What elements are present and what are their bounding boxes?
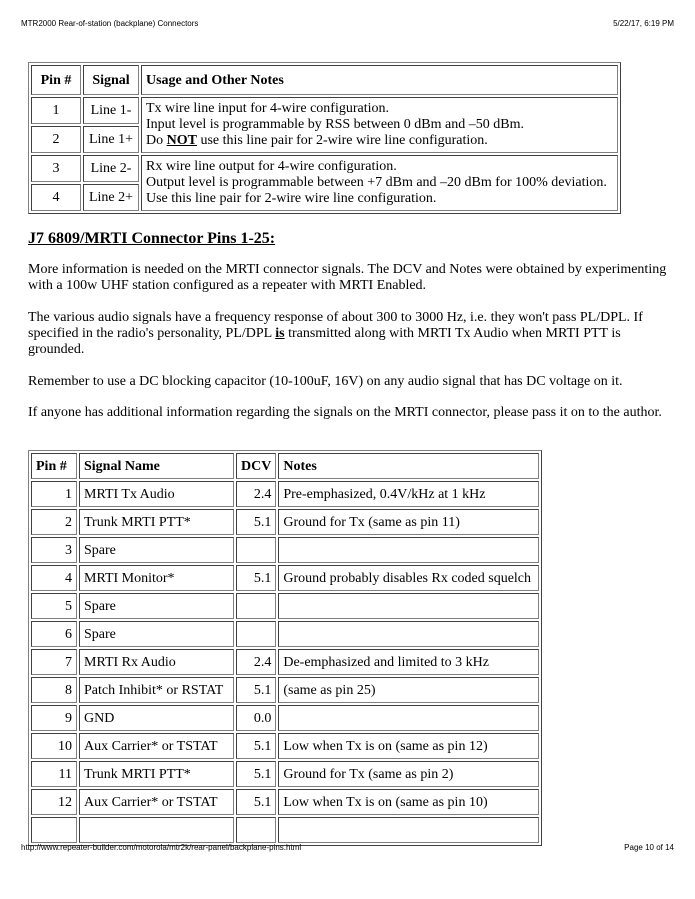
signal-name: Spare: [79, 537, 234, 563]
column-header: Signal: [83, 65, 139, 95]
line-pins-table: [28, 62, 621, 214]
paragraph-text: The various audio signals have a frequency response of about 300 to 3000 Hz, i.e. they won't pass PL/DPL. If specified in the radio's personality, PL/DPL: [28, 310, 643, 341]
notes-cell: [278, 705, 539, 731]
paragraph: Remember to use a DC blocking capacitor (10-100uF, 16V) on any audio signal that has DC voltage on it.: [28, 374, 623, 389]
dcv-value: [236, 817, 276, 843]
notes-line: Rx wire line output for 4-wire configuration.: [146, 159, 397, 174]
dcv-value: 0.0: [236, 705, 276, 731]
notes-line: use this line pair for 2-wire wire line configuration.: [196, 133, 488, 148]
signal-name: [79, 817, 234, 843]
table-row: [31, 649, 539, 675]
table-row: [31, 733, 539, 759]
table-row: [31, 155, 618, 182]
print-header-datetime: 5/22/17, 6:19 PM: [613, 19, 674, 28]
print-footer-url: http://www.repeater-builder.com/motorola/mtr2k/rear-panel/backplane-pins.html: [21, 843, 302, 852]
notes-cell: [278, 621, 539, 647]
signal-name: MRTI Monitor*: [79, 565, 234, 591]
table-row: [31, 481, 539, 507]
signal-name: Line 1+: [83, 126, 139, 153]
column-header: DCV: [236, 453, 276, 479]
signal-name: MRTI Tx Audio: [79, 481, 234, 507]
pin-number: 2: [31, 126, 81, 153]
column-header: Usage and Other Notes: [141, 65, 618, 95]
signal-name: Line 2+: [83, 184, 139, 211]
signal-name: Trunk MRTI PTT*: [79, 761, 234, 787]
pin-number: 1: [31, 97, 81, 124]
signal-name: Spare: [79, 621, 234, 647]
dcv-value: 5.1: [236, 761, 276, 787]
dcv-value: 5.1: [236, 565, 276, 591]
notes-cell: Low when Tx is on (same as pin 10): [278, 789, 539, 815]
pin-number: 4: [31, 184, 81, 211]
table-row: [31, 761, 539, 787]
paragraph-text: transmitted along with MRTI Tx Audio when MRTI PTT is grounded.: [28, 326, 621, 357]
pin-number: 3: [31, 537, 77, 563]
dcv-value: 2.4: [236, 649, 276, 675]
pin-number: 2: [31, 509, 77, 535]
signal-name: Patch Inhibit* or RSTAT: [79, 677, 234, 703]
paragraph: More information is needed on the MRTI connector signals. The DCV and Notes were obtained by experimenting with a 100w UHF station configured as a repeater with MRTI Enabled.: [28, 262, 667, 293]
dcv-value: [236, 621, 276, 647]
signal-name: GND: [79, 705, 234, 731]
table-header-row: [31, 65, 618, 95]
column-header: Pin #: [31, 65, 81, 95]
notes-line: Output level is programmable between +7 dBm and –20 dBm for 100% deviation.: [146, 175, 607, 190]
notes-emphasis: NOT: [166, 133, 197, 148]
table-row: [31, 97, 618, 124]
column-header: Notes: [278, 453, 539, 479]
signal-name: Trunk MRTI PTT*: [79, 509, 234, 535]
pin-number: 11: [31, 761, 77, 787]
pin-number: [31, 817, 77, 843]
table-row: [31, 537, 539, 563]
pin-number: 7: [31, 649, 77, 675]
table-row: [31, 565, 539, 591]
table-row: [31, 621, 539, 647]
table-row: [31, 789, 539, 815]
signal-name: Aux Carrier* or TSTAT: [79, 789, 234, 815]
pin-number: 9: [31, 705, 77, 731]
notes-cell: [278, 537, 539, 563]
dcv-value: [236, 537, 276, 563]
print-footer-page: Page 10 of 14: [624, 843, 674, 852]
mrti-pins-table: [28, 450, 542, 846]
paragraph-emphasis: is: [275, 326, 285, 341]
pin-number: 4: [31, 565, 77, 591]
notes-cell: Ground for Tx (same as pin 11): [278, 509, 539, 535]
notes-cell: De-emphasized and limited to 3 kHz: [278, 649, 539, 675]
section-heading: J7 6809/MRTI Connector Pins 1-25:: [28, 230, 276, 247]
notes-cell: [278, 817, 539, 843]
pin-number: 12: [31, 789, 77, 815]
pin-number: 5: [31, 593, 77, 619]
signal-name: Line 1-: [83, 97, 139, 124]
signal-name: MRTI Rx Audio: [79, 649, 234, 675]
notes-line: Use this line pair for 2-wire wire line configuration.: [146, 191, 437, 206]
table-row: [31, 817, 539, 843]
pin-number: 3: [31, 155, 81, 182]
notes-line: Input level is programmable by RSS between 0 dBm and –50 dBm.: [146, 117, 524, 132]
pin-number: 1: [31, 481, 77, 507]
table-row: [31, 593, 539, 619]
notes-cell: [278, 593, 539, 619]
dcv-value: 5.1: [236, 509, 276, 535]
notes-cell: (same as pin 25): [278, 677, 539, 703]
table-header-row: [31, 453, 539, 479]
pin-number: 10: [31, 733, 77, 759]
signal-name: Aux Carrier* or TSTAT: [79, 733, 234, 759]
notes-line: Tx wire line input for 4-wire configuration.: [146, 101, 389, 116]
paragraph: If anyone has additional information regarding the signals on the MRTI connector, please pass it on to the author.: [28, 405, 662, 420]
signal-name: Line 2-: [83, 155, 139, 182]
notes-cell: Pre-emphasized, 0.4V/kHz at 1 kHz: [278, 481, 539, 507]
table-row: [31, 677, 539, 703]
notes-cell: [141, 97, 618, 153]
column-header: Pin #: [31, 453, 77, 479]
notes-line: Do: [146, 133, 167, 148]
paragraph: [28, 310, 668, 358]
dcv-value: 5.1: [236, 733, 276, 759]
column-header: Signal Name: [79, 453, 234, 479]
notes-cell: Low when Tx is on (same as pin 12): [278, 733, 539, 759]
dcv-value: [236, 593, 276, 619]
notes-cell: Ground probably disables Rx coded squelch: [278, 565, 539, 591]
signal-name: Spare: [79, 593, 234, 619]
notes-cell: [141, 155, 618, 211]
dcv-value: 5.1: [236, 677, 276, 703]
pin-number: 8: [31, 677, 77, 703]
print-header-title: MTR2000 Rear-of-station (backplane) Connectors: [21, 19, 199, 28]
table-row: [31, 705, 539, 731]
dcv-value: 5.1: [236, 789, 276, 815]
notes-cell: Ground for Tx (same as pin 2): [278, 761, 539, 787]
dcv-value: 2.4: [236, 481, 276, 507]
pin-number: 6: [31, 621, 77, 647]
table-row: [31, 509, 539, 535]
